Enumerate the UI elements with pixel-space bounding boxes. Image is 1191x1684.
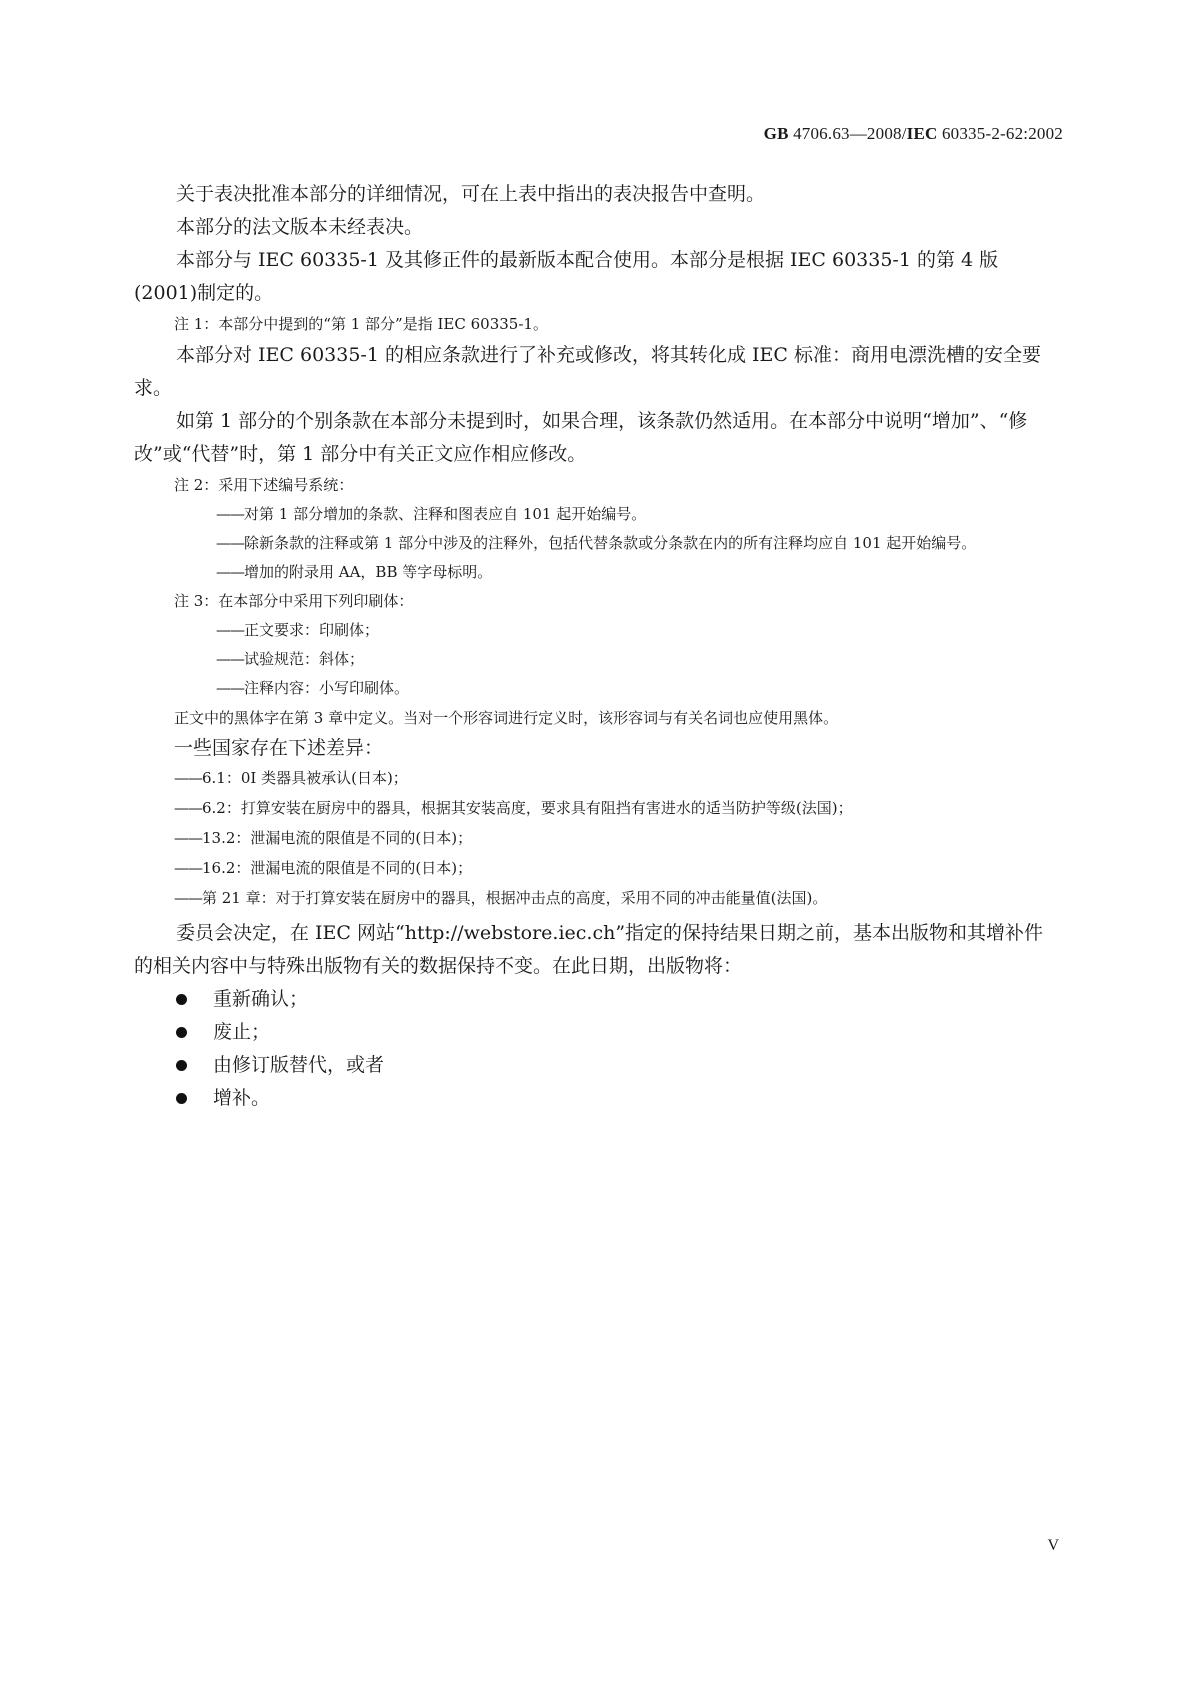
bullet-icon	[176, 994, 187, 1005]
difference-item: ——16.2：泄漏电流的限值是不同的(日本)；	[174, 859, 473, 877]
national-differences-lead: 一些国家存在下述差异：	[174, 737, 384, 759]
note-3-item: ——正文要求：印刷体；	[216, 621, 380, 639]
dash-mark: ——	[174, 859, 202, 877]
note-2-item: ——对第 1 部分增加的条款、注释和图表应自 101 起开始编号。	[216, 505, 647, 523]
paragraph-usage: 本部分与 IEC 60335-1 及其修正件的最新版本配合使用。本部分是根据 IEC 60335-1 的第 4 版(2001)制定的。	[134, 249, 999, 304]
difference-item: ——6.2：打算安装在厨房中的器具，根据其安装高度，要求具有阻挡有害进水的适当防护等级(法国)；	[174, 799, 853, 817]
bullet-icon	[176, 1027, 187, 1038]
paragraph-committee: 委员会决定，在 IEC 网站“http://webstore.iec.ch”指定的保持结果日期之前，基本出版物和其增补件的相关内容中与特殊出版物有关的数据保持不变。在此日期，出版物将：	[134, 922, 1044, 977]
bullet-icon	[176, 1060, 187, 1071]
note-2-item: ——除新条款的注释或第 1 部分中涉及的注释外，包括代替条款或分条款在内的所有注释均应自 101 起开始编号。	[216, 534, 977, 552]
bullet-item: 增补。	[176, 1082, 1058, 1115]
bullet-icon	[176, 1093, 187, 1104]
note-2-title: 注 2：采用下述编号系统：	[174, 476, 354, 494]
paragraph-french: 本部分的法文版本未经表决。	[176, 216, 424, 238]
difference-item: ——6.1：0I 类器具被承认(日本)；	[174, 769, 408, 787]
bullet-item: 废止；	[176, 1016, 1058, 1049]
dash-mark: ——	[174, 829, 202, 847]
dash-mark: ——	[174, 769, 202, 787]
document-body	[134, 178, 1058, 1115]
gb-code: 4706.63—2008/	[793, 124, 907, 143]
paragraph-voting: 关于表决批准本部分的详细情况，可在上表中指出的表决报告中查明。	[176, 183, 766, 205]
bullet-item: 重新确认；	[176, 983, 1058, 1016]
dash-mark: ——	[216, 621, 244, 639]
note-2-item: ——增加的附录用 AA，BB 等字母标明。	[216, 563, 493, 581]
difference-item: ——第 21 章：对于打算安装在厨房中的器具，根据冲击点的高度，采用不同的冲击能量值(法国)。	[174, 889, 828, 907]
note-3-title: 注 3：在本部分中采用下列印刷体：	[174, 592, 414, 610]
note-1: 注 1：本部分中提到的“第 1 部分”是指 IEC 60335-1。	[174, 315, 548, 333]
difference-item: ——13.2：泄漏电流的限值是不同的(日本)；	[174, 829, 473, 847]
iec-code: 60335-2-62:2002	[941, 124, 1063, 143]
dash-mark: ——	[216, 650, 244, 668]
note-3-item: ——注释内容：小写印刷体。	[216, 679, 410, 697]
iec-prefix: IEC	[906, 124, 938, 143]
standard-header	[764, 124, 1063, 144]
paragraph-supplement: 本部分对 IEC 60335-1 的相应条款进行了补充或修改，将其转化成 IEC 标准：商用电漂洗槽的安全要求。	[134, 344, 1041, 399]
dash-mark: ——	[174, 799, 202, 817]
paragraph-applicability: 如第 1 部分的个别条款在本部分未提到时，如果合理，该条款仍然适用。在本部分中说明“增加”、“修改”或“代替”时，第 1 部分中有关正文应作相应修改。	[134, 410, 1028, 465]
dash-mark: ——	[216, 563, 244, 581]
dash-mark: ——	[216, 534, 244, 552]
note-3-item: ——试验规范：斜体；	[216, 650, 365, 668]
gb-prefix: GB	[763, 124, 789, 143]
dash-mark: ——	[174, 889, 202, 907]
dash-mark: ——	[216, 505, 244, 523]
bullet-item: 由修订版替代，或者	[176, 1049, 1058, 1082]
page-number: V	[1047, 1537, 1059, 1554]
bold-type-note: 正文中的黑体字在第 3 章中定义。当对一个形容词进行定义时，该形容词与有关名词也应使用黑体。	[174, 709, 839, 727]
dash-mark: ——	[216, 679, 244, 697]
